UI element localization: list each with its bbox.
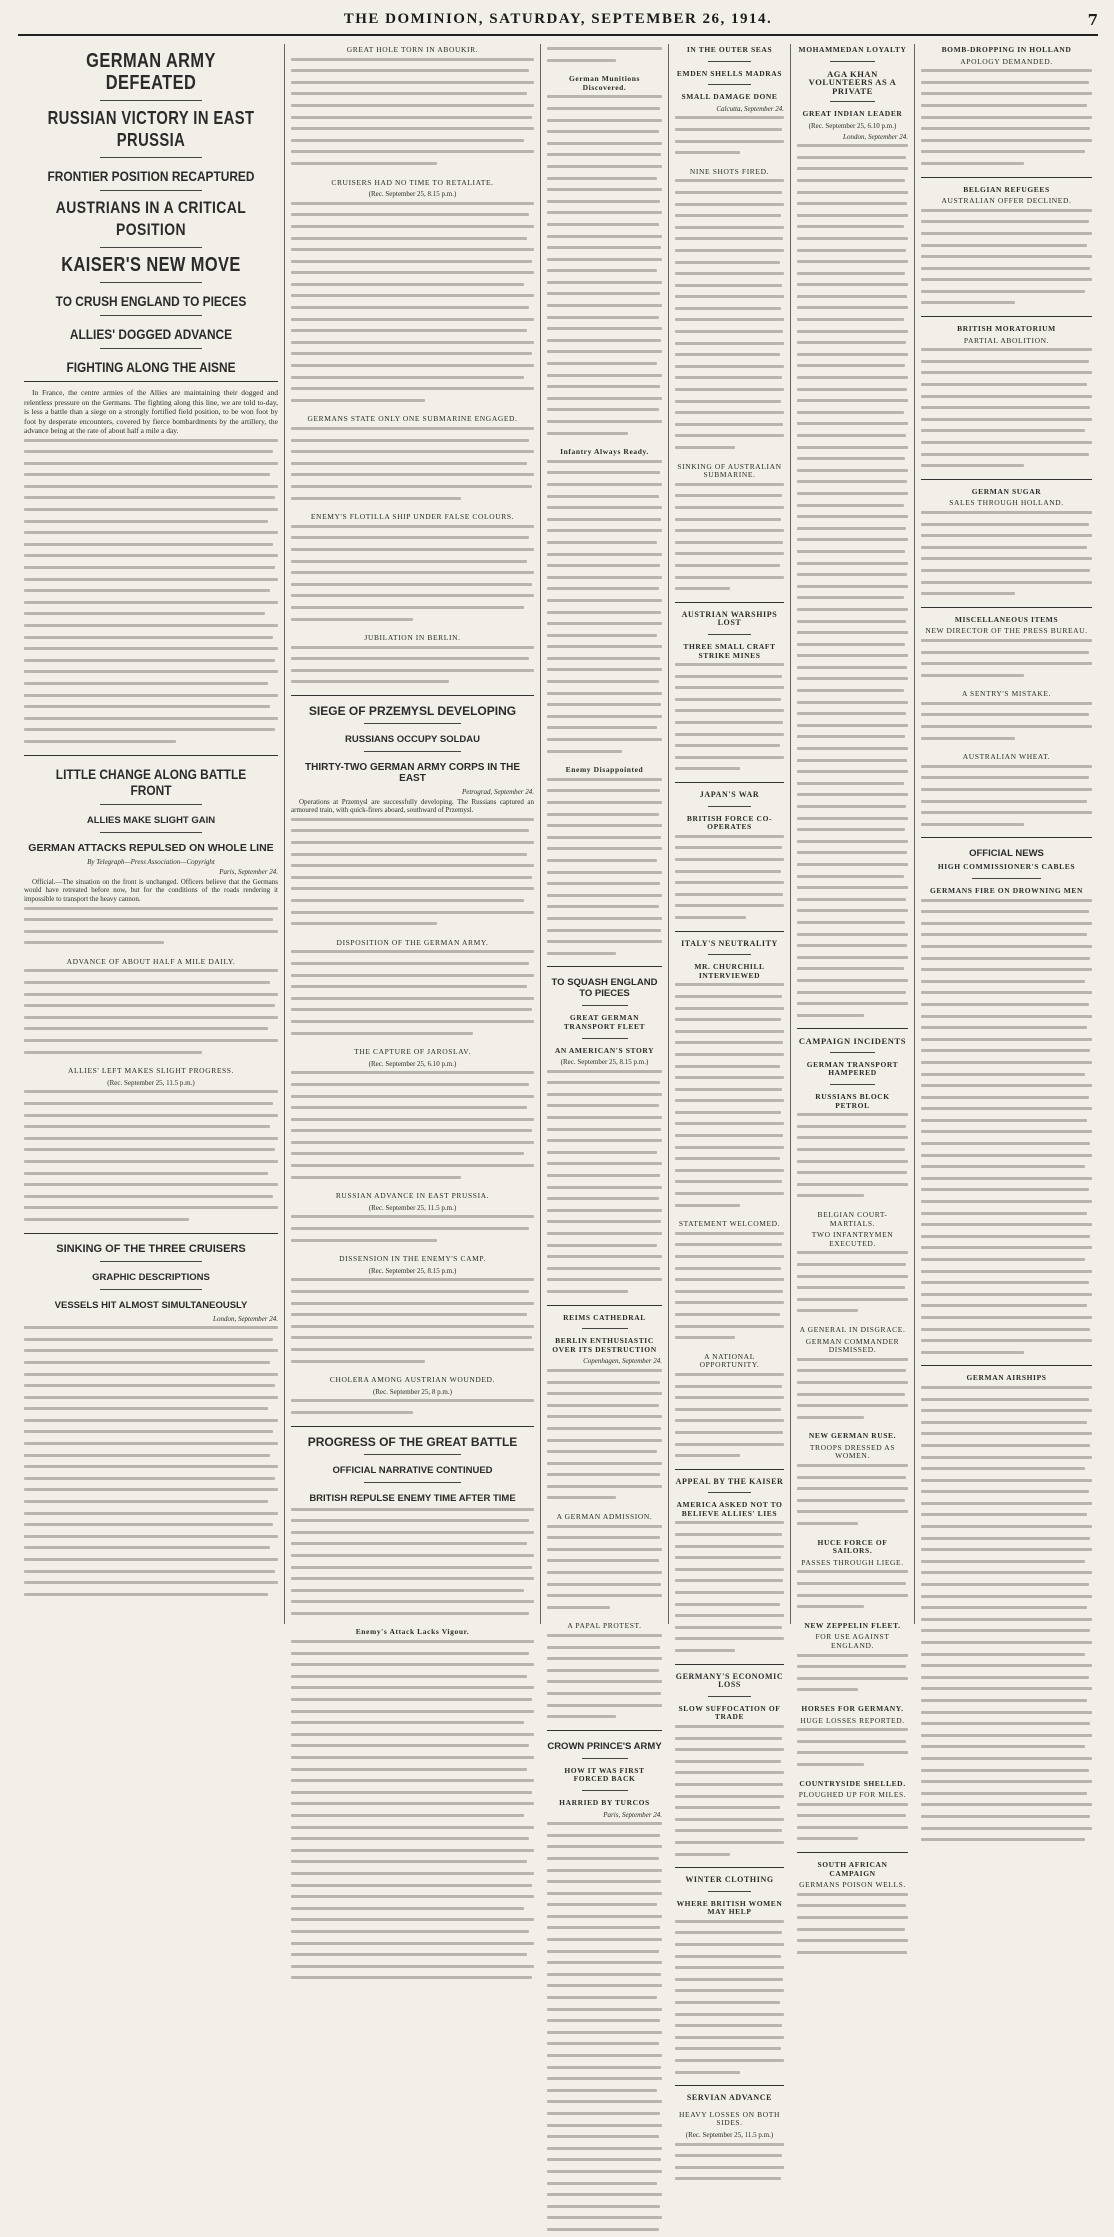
subhead-jubilation-berlin: JUBILATION IN BERLIN. xyxy=(364,633,461,643)
headline-graphic-descriptions: GRAPHIC DESCRIPTIONS xyxy=(92,1271,210,1283)
subhead-nine-shots: NINE SHOTS FIRED. xyxy=(689,166,770,176)
column-2 xyxy=(285,44,540,1637)
column-3 xyxy=(541,44,668,1819)
subhead-enemy-attack: Enemy's Attack Lacks Vigour. xyxy=(355,1627,470,1637)
subhead-allies-left: ALLIES' LEFT MAKES SLIGHT PROGRESS. xyxy=(67,1066,235,1076)
subhead-no-time-retaliate: CRUISERS HAD NO TIME TO RETALIATE. xyxy=(331,177,494,187)
headline-berlin-enthusiastic: BERLIN ENTHUSIASTIC OVER ITS DESTRUCTION xyxy=(552,1336,657,1354)
headline-official-news: OFFICIAL NEWS xyxy=(969,848,1044,860)
subhead-munitions: German Munitions Discovered. xyxy=(568,74,641,92)
subhead-new-zeppelin-fleet: NEW ZEPPELIN FLEET. xyxy=(804,1620,901,1630)
headline-harried-by-turcos: HARRIED BY TURCOS xyxy=(559,1797,650,1807)
subhead-countryside-shelled: COUNTRYSIDE SHELLED. xyxy=(799,1778,906,1788)
headline-russian-victory: RUSSIAN VICTORY IN EAST PRUSSIA xyxy=(47,108,255,150)
dateline: London, September 24. xyxy=(213,1314,278,1323)
headline-siege-przemysl: SIEGE OF PRZEMYSL DEVELOPING xyxy=(308,704,517,719)
subhead-infantry-ready: Infantry Always Ready. xyxy=(560,447,649,457)
headline-official-narrative: OFFICIAL NARRATIVE CONTINUED xyxy=(332,1464,493,1476)
subhead-passes-liege: PASSES THROUGH LIEGE. xyxy=(801,1557,904,1567)
headline-aga-khan: AGA KHAN VOLUNTEERS AS A PRIVATE xyxy=(808,68,897,96)
headline-german-airships: GERMAN AIRSHIPS xyxy=(966,1373,1047,1383)
subhead-australian-submarine: SINKING OF AUSTRALIAN SUBMARINE. xyxy=(677,461,782,480)
headline-japans-war: JAPAN'S WAR xyxy=(699,790,760,800)
masthead-title: THE DOMINION, SATURDAY, SEPTEMBER 26, 1914. xyxy=(343,11,773,27)
headline-thirty-two-corps: THIRTY-TWO GERMAN ARMY CORPS IN THE EAST xyxy=(305,762,520,785)
subhead-great-hole: GREAT HOLE TORN IN ABOUKIR. xyxy=(346,45,479,54)
headline-sentrys-mistake: A SENTRY'S MISTAKE. xyxy=(961,689,1052,699)
subhead-national-opportunity: A NATIONAL OPPORTUNITY. xyxy=(699,1351,760,1370)
headline-russians-block-petrol: RUSSIANS BLOCK PETROL xyxy=(815,1092,890,1110)
subhead-huge-losses: HUGE LOSSES REPORTED. xyxy=(800,1715,905,1725)
headline-south-african-campaign: SOUTH AFRICAN CAMPAIGN xyxy=(817,1860,888,1878)
received-time: (Rec. September 25, 11.5 p.m.) xyxy=(368,1203,457,1212)
masthead xyxy=(18,8,1098,36)
headline-partial-abolition: PARTIAL ABOLITION. xyxy=(963,335,1050,345)
received-time: (Rec. September 25, 6.10 p.m.) xyxy=(808,121,897,130)
headline-crush-england: TO CRUSH ENGLAND TO PIECES xyxy=(55,293,247,309)
headline-fighting-aisne: FIGHTING ALONG THE AISNE xyxy=(66,359,236,375)
received-time: (Rec. September 25, 8.15 p.m.) xyxy=(560,1058,649,1067)
headline-german-army-defeated: GERMAN ARMY DEFEATED xyxy=(86,50,216,94)
received-time: (Rec. September 25, 6.10 p.m.) xyxy=(368,1059,457,1068)
byline: By Telegraph—Press Association—Copyright xyxy=(87,857,215,866)
headline-little-change: LITTLE CHANGE ALONG BATTLE FRONT xyxy=(55,765,247,798)
headline-austrian-warships: AUSTRIAN WARSHIPS LOST xyxy=(681,609,778,628)
subhead-general-disgrace: A GENERAL IN DISGRACE. xyxy=(799,1324,906,1334)
article-text: Operations at Przemysl are successfully developing. The Russians captured an armoured train, with quick-firers aboard, southward of Przemysl. xyxy=(291,797,534,815)
subhead-dissension: DISSENSION IN THE ENEMY'S CAMP. xyxy=(339,1254,486,1264)
headline-appeal-kaiser: APPEAL BY THE KAISER xyxy=(675,1476,784,1486)
headline-first-forced-back: HOW IT WAS FIRST FORCED BACK xyxy=(564,1765,645,1784)
headline-sinking-three-cruisers: SINKING OF THE THREE CRUISERS xyxy=(56,1242,246,1255)
subhead-new-german-ruse: NEW GERMAN RUSE. xyxy=(808,1431,897,1441)
headline-great-indian-leader: GREAT INDIAN LEADER xyxy=(802,109,903,119)
headline-campaign-incidents: CAMPAIGN INCIDENTS xyxy=(798,1036,907,1047)
subhead-commander-dismissed: GERMAN COMMANDER DISMISSED. xyxy=(805,1336,900,1355)
headline-kaisers-new-move: KAISER'S NEW MOVE xyxy=(61,254,241,276)
subhead-german-admission: A GERMAN ADMISSION. xyxy=(556,1512,653,1522)
headline-allies-slight-gain: ALLIES MAKE SLIGHT GAIN xyxy=(86,814,216,826)
headline-italys-neutrality: ITALY'S NEUTRALITY xyxy=(681,938,778,948)
headline-economic-loss: GERMANY'S ECONOMIC LOSS xyxy=(675,1671,784,1690)
headline-high-commissioner: HIGH COMMISSIONER'S CABLES xyxy=(937,862,1076,872)
headline-squash-england: TO SQUASH ENGLAND TO PIECES xyxy=(551,977,658,1000)
dateline: Paris, September 24. xyxy=(603,1810,662,1819)
headline-bomb-dropping: BOMB-DROPPING IN HOLLAND xyxy=(941,45,1072,54)
headline-outer-seas: IN THE OUTER SEAS xyxy=(686,45,773,54)
headline-australian-wheat: AUSTRALIAN WHEAT. xyxy=(962,752,1051,762)
headline-british-women: WHERE BRITISH WOMEN MAY HELP xyxy=(676,1898,783,1917)
subhead-capture-jaroslav: THE CAPTURE OF JAROSLAV. xyxy=(354,1047,471,1057)
headline-vessels-hit: VESSELS HIT ALMOST SIMULTANEOUSLY xyxy=(54,1299,248,1311)
headline-mohammedan-loyalty: MOHAMMEDAN LOYALTY xyxy=(798,45,907,54)
subhead-disposition: DISPOSITION OF THE GERMAN ARMY. xyxy=(336,937,489,947)
headline-german-attacks-repulsed: GERMAN ATTACKS REPULSED ON WHOLE LINE xyxy=(28,841,274,854)
headline-sales-holland: SALES THROUGH HOLLAND. xyxy=(949,498,1064,508)
dateline: London, September 24. xyxy=(843,132,908,141)
headline-british-force: BRITISH FORCE CO-OPERATES xyxy=(686,813,773,832)
subhead-advance-east-prussia: RUSSIAN ADVANCE IN EAST PRUSSIA. xyxy=(335,1191,490,1201)
received-time: (Rec. September 25, 8 p.m.) xyxy=(373,1387,452,1396)
headline-australian-offer: AUSTRALIAN OFFER DECLINED. xyxy=(941,196,1072,206)
subhead-statement-welcomed: STATEMENT WELCOMED. xyxy=(678,1219,781,1229)
headline-apology-demanded: APOLOGY DEMANDED. xyxy=(960,56,1053,66)
subhead-use-against-england: FOR USE AGAINST ENGLAND. xyxy=(815,1632,890,1650)
headline-british-repulse: BRITISH REPULSE ENEMY TIME AFTER TIME xyxy=(309,1492,516,1504)
headline-winter-clothing: WINTER CLOTHING xyxy=(685,1875,774,1885)
headline-reims-cathedral: REIMS CATHEDRAL xyxy=(563,1312,646,1322)
headline-slow-suffocation: SLOW SUFFOCATION OF TRADE xyxy=(678,1703,781,1722)
received-time: (Rec. September 25, 8.15 p.m.) xyxy=(368,190,457,199)
subhead-horses-germany: HORSES FOR GERMANY. xyxy=(801,1703,904,1713)
received-time: (Rec. September 25, 11.5 p.m.) xyxy=(107,1078,195,1087)
headline-frontier-position: FRONTIER POSITION RECAPTURED xyxy=(47,168,255,184)
subhead-ploughed-up: PLOUGHED UP FOR MILES. xyxy=(798,1790,907,1800)
subhead-papal-protest: A PAPAL PROTEST. xyxy=(567,1621,642,1631)
headline-poison-wells: GERMANS POISON WELLS. xyxy=(799,1880,906,1890)
received-time: (Rec. September 25, 8.15 p.m.) xyxy=(368,1266,457,1275)
headline-british-moratorium: BRITISH MORATORIUM xyxy=(957,324,1056,334)
subhead-huge-force-sailors: HUCE FORCE OF SAILORS. xyxy=(817,1537,888,1556)
headline-russians-occupy-soldau: RUSSIANS OCCUPY SOLDAU xyxy=(345,734,480,746)
subhead-false-colours: ENEMY'S FLOTILLA SHIP UNDER FALSE COLOURS. xyxy=(310,512,515,522)
headline-churchill-interviewed: MR. CHURCHILL INTERVIEWED xyxy=(694,962,765,980)
page-number: 7 xyxy=(1087,11,1098,29)
dateline: Calcutta, September 24. xyxy=(716,104,784,113)
headline-fire-drowning-men: GERMANS FIRE ON DROWNING MEN xyxy=(929,886,1084,895)
dateline: Petrograd, September 24. xyxy=(461,788,534,797)
article-text: Official.—The situation on the front is unchanged. Officers believe that the Germans would have retreated before now, but for the conditions of the roads rendering it impossible to transport the heavy cannon. xyxy=(24,877,278,903)
subhead-half-mile: ADVANCE OF ABOUT HALF A MILE DAILY. xyxy=(66,956,236,966)
headline-americans-story: AN AMERICAN'S STORY xyxy=(554,1045,655,1055)
headline-servian-advance: SERVIAN ADVANCE xyxy=(686,2093,773,2103)
headline-press-bureau: NEW DIRECTOR OF THE PRESS BUREAU. xyxy=(925,626,1088,636)
headline-small-damage: SMALL DAMAGE DONE xyxy=(681,92,778,102)
column-1 xyxy=(18,44,284,1624)
headline-progress-great-battle: PROGRESS OF THE GREAT BATTLE xyxy=(307,1434,518,1449)
headline-transport-fleet: GREAT GERMAN TRANSPORT FLEET xyxy=(563,1013,646,1031)
column-4 xyxy=(669,44,790,2139)
headline-three-small-craft: THREE SMALL CRAFT STRIKE MINES xyxy=(683,641,776,660)
headline-crown-princes-army: CROWN PRINCE'S ARMY xyxy=(547,1740,662,1752)
subhead-enemy-disappointed: Enemy Disappointed xyxy=(565,765,644,775)
subhead-troops-as-women: TROOPS DRESSED AS WOMEN. xyxy=(809,1442,896,1461)
received-time: (Rec. September 25, 11.5 p.m.) xyxy=(685,2130,774,2139)
column-5 xyxy=(791,44,914,1890)
headline-belgian-refugees: BELGIAN REFUGEES xyxy=(963,184,1050,194)
subhead-belgian-court-martials: BELGIAN COURT-MARTIALS. xyxy=(817,1210,888,1228)
subhead-cholera: CHOLERA AMONG AUSTRIAN WOUNDED. xyxy=(329,1375,496,1385)
dateline: Copenhagen, September 24. xyxy=(583,1357,662,1366)
headline-emden-shells-madras: EMDEN SHELLS MADRAS xyxy=(676,68,783,78)
headline-austrians-critical: AUSTRIANS IN A CRITICAL POSITION xyxy=(55,198,247,239)
dateline: Paris, September 24. xyxy=(219,868,278,877)
subhead-two-infantrymen: TWO INFANTRYMEN EXECUTED. xyxy=(811,1230,894,1248)
lead-paragraph: In France, the centre armies of the Allies are maintaining their dogged and relentless pressure on the Germans. The fighting along this line, we are told to-day, is less a battle than a siege on a strongly fortified field position, to be won foot by foot by desperate encounters, covered by fierce bombardments by the artillery, the advance being at the rate of about half a mile a day. xyxy=(24,388,278,435)
subhead-one-submarine: GERMANS STATE ONLY ONE SUBMARINE ENGAGED. xyxy=(307,414,518,424)
headline-heavy-losses: HEAVY LOSSES ON BOTH SIDES. xyxy=(679,2109,780,2128)
headline-miscellaneous-items: MISCELLANEOUS ITEMS xyxy=(954,614,1059,624)
headline-allies-dogged-advance: ALLIES' DOGGED ADVANCE xyxy=(69,326,233,342)
column-6 xyxy=(915,44,1098,1624)
headline-german-sugar: GERMAN SUGAR xyxy=(971,486,1042,496)
headline-transport-hampered: GERMAN TRANSPORT HAMPERED xyxy=(806,1059,899,1078)
headline-america-asked: AMERICA ASKED NOT TO BELIEVE ALLIES' LIES xyxy=(676,1500,783,1518)
